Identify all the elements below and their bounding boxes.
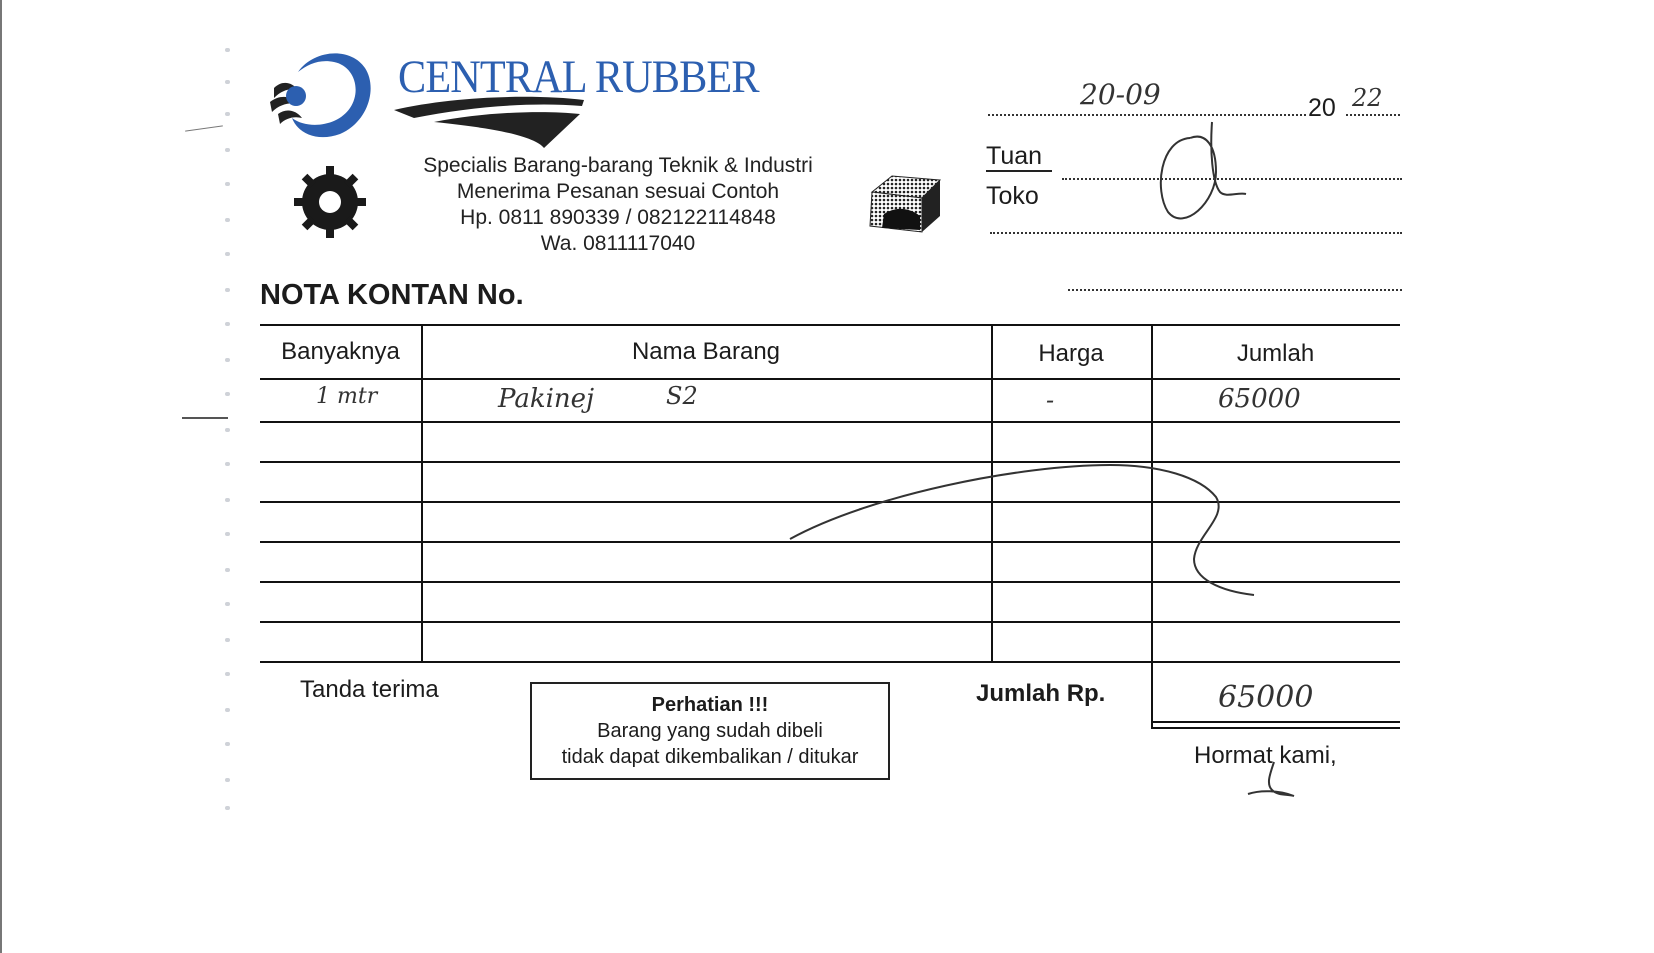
company-phone: Hp. 0811 890339 / 082122114848 xyxy=(460,206,776,229)
side-mark xyxy=(185,125,223,131)
perforation-holes xyxy=(225,0,233,953)
company-tagline: Specialis Barang-barang Teknik & Industri xyxy=(423,154,813,177)
notice-title: Perhatian !!! xyxy=(651,694,769,716)
gear-icon xyxy=(292,164,368,240)
total-value: 65000 xyxy=(1218,680,1314,715)
side-mark xyxy=(182,417,228,419)
row-item-note: S2 xyxy=(666,382,698,410)
closing-text: Hormat kami, xyxy=(1194,742,1337,769)
table-header-divider xyxy=(260,378,1400,380)
total-underline xyxy=(1151,721,1400,723)
total-label: Jumlah Rp. xyxy=(976,680,1106,707)
notice-line-1: Barang yang sudah dibeli xyxy=(597,720,823,742)
table-bottom-border xyxy=(260,661,1400,663)
year-prefix: 20 xyxy=(1308,94,1336,122)
company-info xyxy=(370,153,866,257)
tuan-label: Tuan xyxy=(986,142,1043,170)
notice-box xyxy=(530,682,890,780)
date-dotted-line xyxy=(988,114,1306,116)
rubber-block-icon xyxy=(866,170,944,236)
table-top-border xyxy=(260,324,1400,326)
row-amount: 65000 xyxy=(1218,384,1301,414)
receipt-label: Tanda terima xyxy=(300,676,439,703)
date-value: 20-09 xyxy=(1080,78,1161,111)
number-dotted-line xyxy=(1068,289,1402,291)
company-order-note: Menerima Pesanan sesuai Contoh xyxy=(456,180,780,203)
customer-signature xyxy=(1150,120,1270,235)
column-header-item: Nama Barang xyxy=(631,338,781,365)
row-item: Pakinej xyxy=(498,384,595,414)
company-whatsapp: Wa. 0811117040 xyxy=(540,232,696,255)
row-price: - xyxy=(1046,386,1055,414)
table-column-divider xyxy=(421,324,423,661)
year-value: 22 xyxy=(1352,84,1383,112)
seller-signature xyxy=(1244,760,1304,800)
company-name: CENTRAL RUBBER xyxy=(398,51,759,103)
page-edge xyxy=(0,0,2,953)
logo-swirl-icon xyxy=(268,46,380,146)
total-double-underline xyxy=(1151,727,1400,729)
column-header-qty: Banyaknya xyxy=(281,338,400,365)
column-header-amount: Jumlah xyxy=(1236,340,1315,367)
year-dotted-line xyxy=(1346,114,1400,116)
toko-label: Toko xyxy=(986,182,1039,210)
form-title: NOTA KONTAN No. xyxy=(260,279,524,311)
table-row-line xyxy=(260,621,1400,623)
table-row-line xyxy=(260,421,1400,423)
tuan-underline xyxy=(986,170,1052,172)
row-qty: 1 mtr xyxy=(316,384,378,409)
cross-out-scribble xyxy=(780,455,1260,605)
notice-line-2: tidak dapat dikembalikan / ditukar xyxy=(561,746,859,768)
column-header-price: Harga xyxy=(1038,340,1104,367)
